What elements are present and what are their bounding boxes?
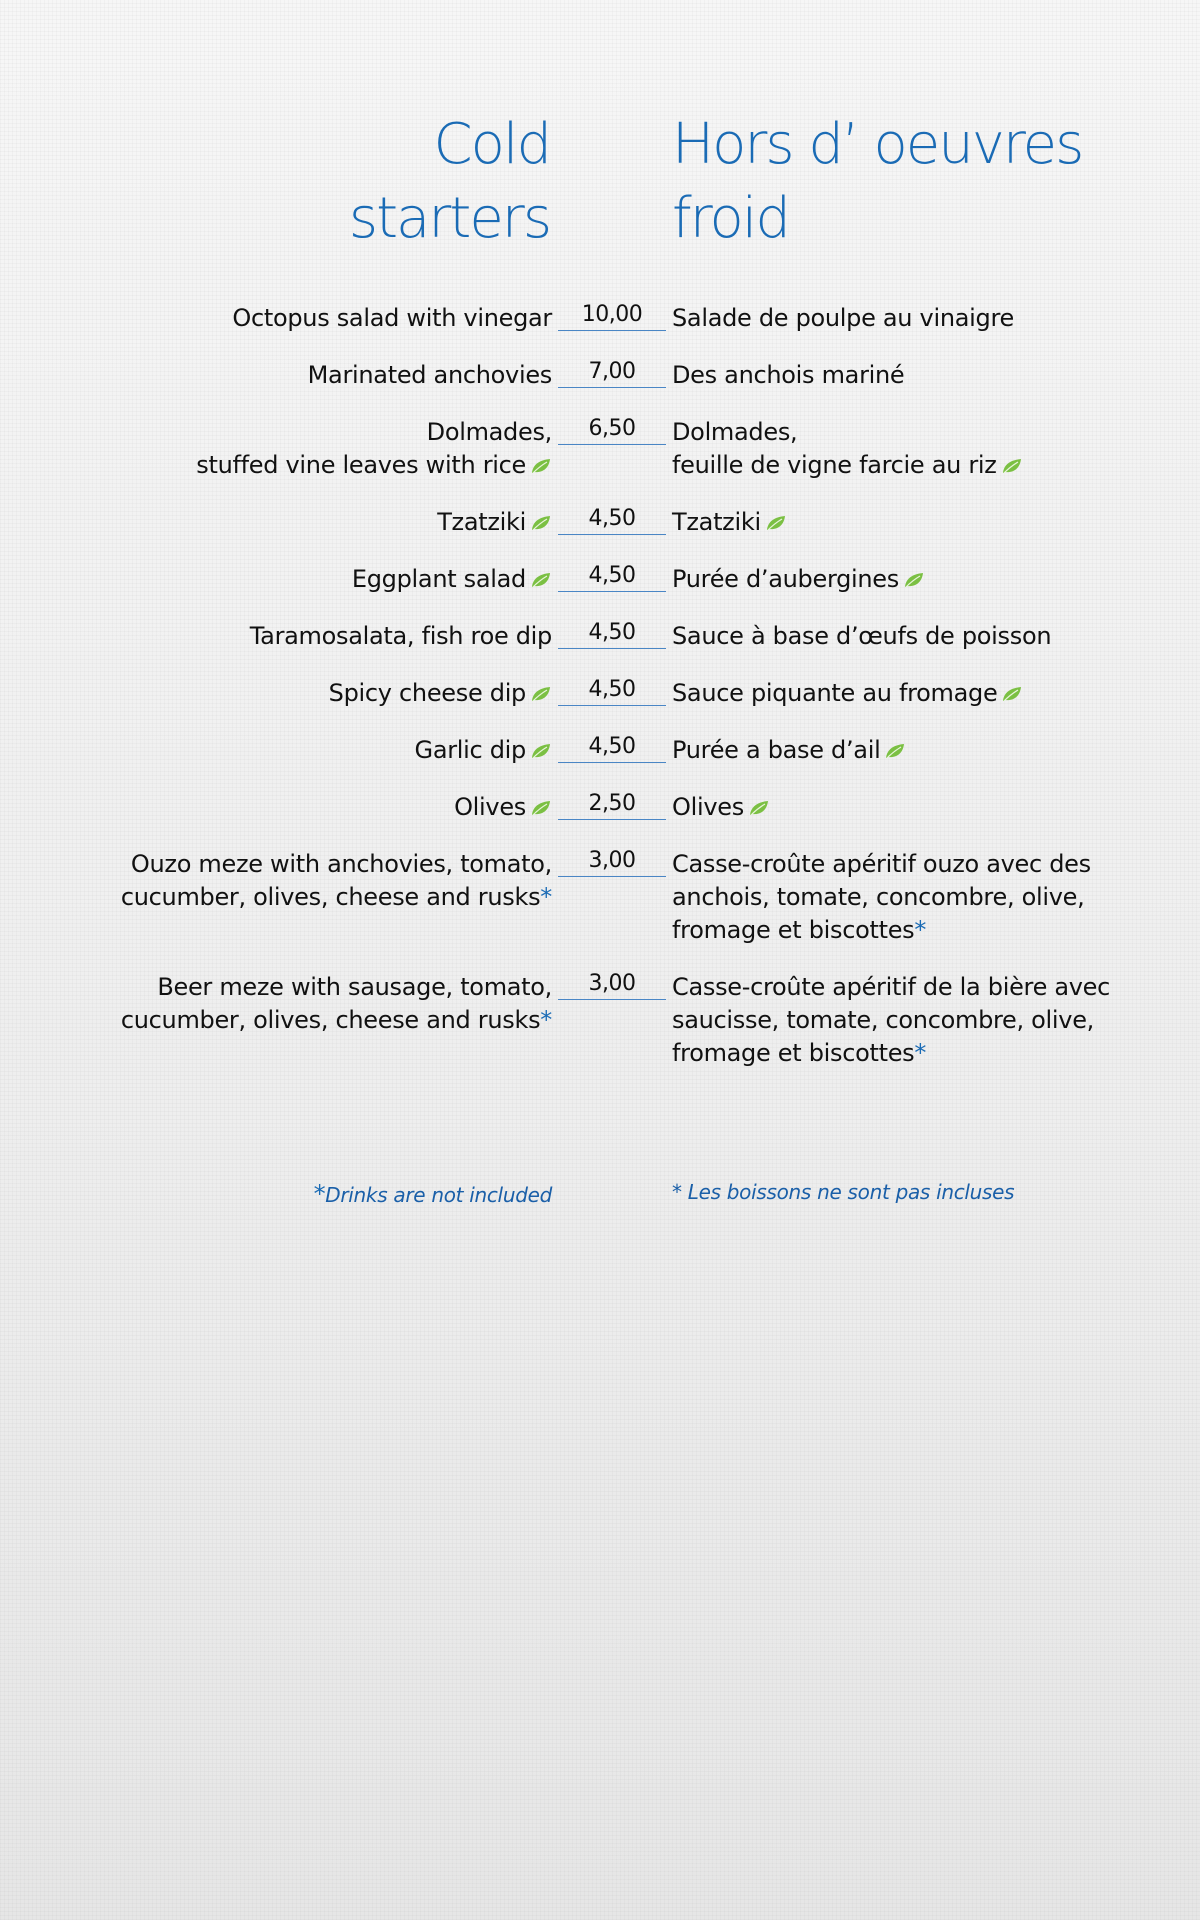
item-name-english-line: Beer meze with sausage, tomato, — [157, 973, 552, 1001]
price-underline — [558, 819, 666, 820]
item-name-french — [672, 563, 1112, 596]
item-name-french — [672, 971, 1112, 1070]
price-underline — [558, 999, 666, 1000]
leaf-icon — [1001, 451, 1023, 469]
price-underline — [558, 762, 666, 763]
leaf-icon — [884, 736, 906, 754]
title-french — [672, 108, 1132, 256]
item-name-english-line: Garlic dip — [414, 736, 526, 764]
leaf-icon — [765, 508, 787, 526]
item-name-english — [0, 620, 552, 653]
price-underline — [558, 876, 666, 877]
item-name-english-line: Tzatziki — [437, 508, 526, 536]
title-english-line1: Cold — [433, 112, 550, 177]
item-price: 4,50 — [588, 734, 636, 759]
item-name-english-line: cucumber, olives, cheese and rusks — [120, 883, 541, 911]
item-name-french-line: Purée a base d’ail — [672, 736, 881, 764]
item-price: 10,00 — [581, 302, 643, 327]
item-price: 2,50 — [588, 791, 636, 816]
item-name-french-line: saucisse, tomate, concombre, olive, — [672, 1006, 1094, 1034]
item-name-french-line: Olives — [672, 793, 744, 821]
item-name-french — [672, 359, 1112, 392]
item-name-french-line: Purée d’aubergines — [672, 565, 899, 593]
item-name-french — [672, 734, 1112, 767]
price-underline — [558, 330, 666, 331]
price-underline — [558, 534, 666, 535]
leaf-icon — [530, 793, 552, 811]
leaf-icon — [530, 451, 552, 469]
asterisk-mark: * — [540, 1006, 552, 1034]
leaf-icon — [530, 565, 552, 583]
item-name-english — [0, 506, 552, 539]
title-french-line1: Hors d’ oeuvres — [672, 112, 1083, 177]
item-name-english — [0, 971, 552, 1037]
item-name-english — [0, 563, 552, 596]
note-english-text: Drinks are not included — [325, 1183, 552, 1207]
title-english — [130, 108, 550, 256]
price-underline — [558, 648, 666, 649]
note-english-star: * — [313, 1180, 326, 1208]
item-name-english — [0, 791, 552, 824]
item-price: 4,50 — [588, 620, 636, 645]
item-name-english-line: Taramosalata, fish roe dip — [249, 622, 552, 650]
item-name-english — [0, 848, 552, 914]
item-name-english — [0, 359, 552, 392]
item-price: 4,50 — [588, 677, 636, 702]
item-name-french — [672, 848, 1112, 947]
title-english-line2: starters — [348, 186, 550, 251]
item-price: 7,00 — [588, 359, 636, 384]
leaf-icon — [1001, 679, 1023, 697]
item-name-french-line: anchois, tomate, concombre, olive, — [672, 883, 1085, 911]
item-name-french-line: Des anchois mariné — [672, 361, 905, 389]
item-name-french-line: Casse-croûte apéritif ouzo avec des — [672, 850, 1091, 878]
item-name-english-line: Spicy cheese dip — [328, 679, 526, 707]
item-name-english-line: Olives — [454, 793, 526, 821]
item-name-french-line: Salade de poulpe au vinaigre — [672, 304, 1014, 332]
price-underline — [558, 387, 666, 388]
item-name-french-line: Dolmades, — [672, 418, 798, 446]
item-name-english — [0, 302, 552, 335]
leaf-icon — [530, 679, 552, 697]
item-name-english — [0, 734, 552, 767]
price-underline — [558, 591, 666, 592]
item-price: 3,00 — [588, 971, 636, 996]
item-name-french-line: feuille de vigne farcie au riz — [672, 451, 997, 479]
item-name-english-line: Octopus salad with vinegar — [232, 304, 552, 332]
item-name-english-line: stuffed vine leaves with rice — [196, 451, 526, 479]
asterisk-mark: * — [540, 883, 552, 911]
price-underline — [558, 705, 666, 706]
item-name-french — [672, 416, 1112, 482]
item-name-english-line: Marinated anchovies — [307, 361, 552, 389]
title-french-line2: froid — [672, 186, 789, 251]
item-name-french — [672, 620, 1112, 653]
item-name-english — [0, 677, 552, 710]
item-price: 3,00 — [588, 848, 636, 873]
item-name-english-line: Eggplant salad — [351, 565, 526, 593]
item-name-french — [672, 677, 1112, 710]
asterisk-mark: * — [914, 1039, 927, 1067]
item-price: 6,50 — [588, 416, 636, 441]
leaf-icon — [530, 736, 552, 754]
note-french: * Les boissons ne sont pas incluses — [672, 1180, 1015, 1204]
item-name-english-line: Dolmades, — [426, 418, 552, 446]
item-name-french-line: Sauce piquante au fromage — [672, 679, 998, 707]
note-english — [52, 1180, 552, 1208]
item-name-french-line: fromage et biscottes — [672, 1039, 915, 1067]
item-name-french — [672, 302, 1112, 335]
price-underline — [558, 444, 666, 445]
item-price: 4,50 — [588, 563, 636, 588]
item-name-french — [672, 506, 1112, 539]
item-name-french-line: Casse-croûte apéritif de la bière avec — [672, 973, 1111, 1001]
leaf-icon — [530, 508, 552, 526]
leaf-icon — [748, 793, 770, 811]
item-name-french-line: Tzatziki — [672, 508, 761, 536]
item-name-french-line: fromage et biscottes — [672, 916, 915, 944]
leaf-icon — [903, 565, 925, 583]
item-name-french-line: Sauce à base d’œufs de poisson — [672, 622, 1052, 650]
item-price: 4,50 — [588, 506, 636, 531]
item-name-english-line: cucumber, olives, cheese and rusks — [120, 1006, 541, 1034]
asterisk-mark: * — [914, 916, 927, 944]
item-name-english — [0, 416, 552, 482]
item-name-french — [672, 791, 1112, 824]
item-name-english-line: Ouzo meze with anchovies, tomato, — [130, 850, 552, 878]
